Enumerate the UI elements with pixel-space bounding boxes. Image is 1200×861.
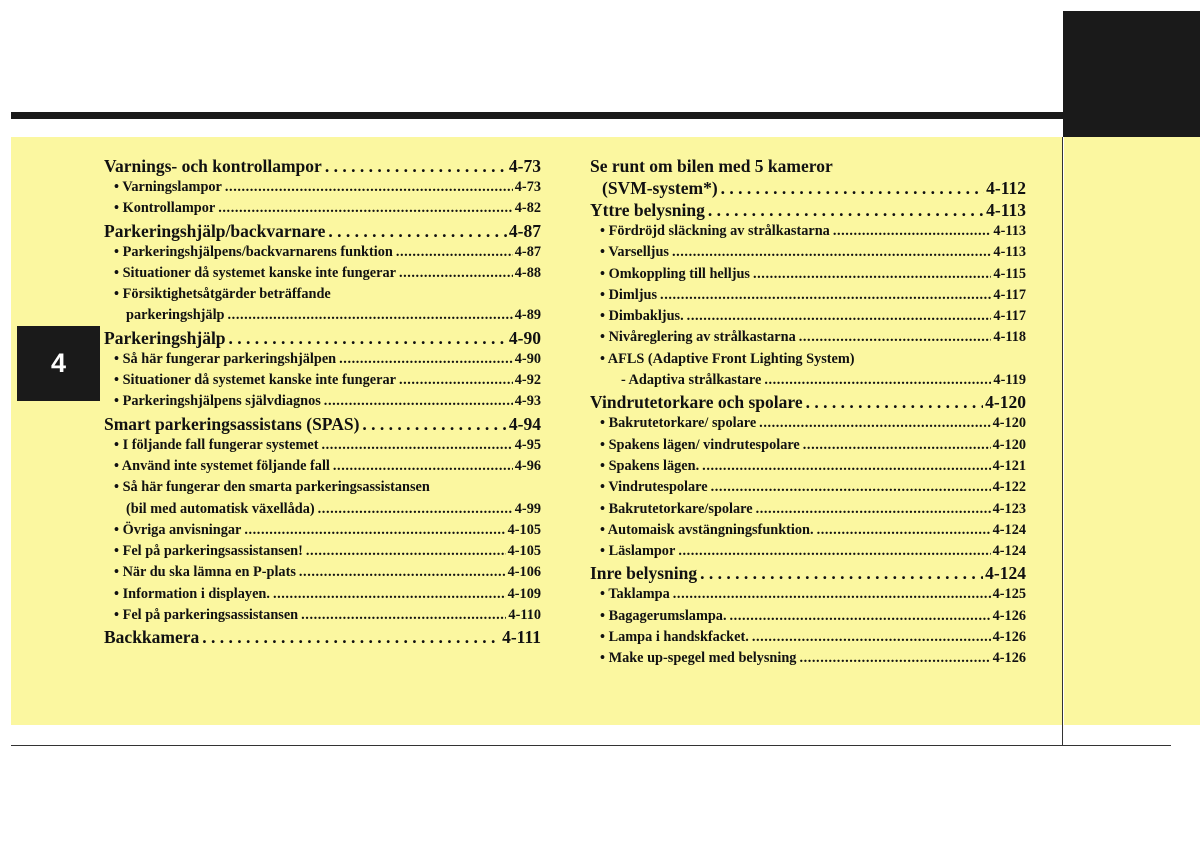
toc-entry-label: • Parkeringshjälpens självdiagnos bbox=[114, 393, 321, 410]
toc-entry-label: • Taklampa bbox=[600, 586, 670, 603]
toc-entry-page: 4-112 bbox=[986, 178, 1026, 198]
dot-leader bbox=[315, 499, 513, 520]
toc-entry[interactable] bbox=[590, 221, 1026, 242]
toc-entry-page: 4-90 bbox=[508, 327, 541, 348]
toc-entry-label: • Nivåreglering av strålkastarna bbox=[600, 329, 796, 346]
toc-entry[interactable] bbox=[104, 220, 541, 242]
toc-entry-page: 4-120 bbox=[992, 415, 1026, 432]
toc-entry[interactable] bbox=[104, 435, 541, 456]
dot-leader bbox=[796, 327, 992, 348]
toc-entry[interactable] bbox=[590, 199, 1026, 221]
dot-leader bbox=[330, 456, 513, 477]
toc-entry-page: 4-106 bbox=[507, 564, 541, 581]
toc-entry-page: 4-120 bbox=[985, 392, 1026, 413]
toc-entry-page: 4-87 bbox=[514, 243, 541, 260]
toc-entry-label: • Bakrutetorkare/ spolare bbox=[600, 415, 757, 432]
toc-entry-page: 4-119 bbox=[993, 372, 1026, 389]
toc-entry[interactable] bbox=[590, 349, 1026, 370]
toc-entry[interactable] bbox=[590, 584, 1026, 605]
toc-entry-label: • Varselljus bbox=[600, 244, 669, 261]
toc-entry-label: • Bakrutetorkare/spolare bbox=[600, 500, 753, 517]
toc-entry-label: (bil med automatisk växellåda) bbox=[126, 500, 315, 517]
toc-entry-page: 4-126 bbox=[992, 650, 1026, 667]
dot-leader bbox=[800, 435, 991, 456]
dot-leader bbox=[675, 541, 990, 562]
toc-entry[interactable] bbox=[104, 499, 541, 520]
dot-leader bbox=[750, 264, 991, 285]
toc-entry[interactable] bbox=[104, 413, 541, 435]
toc-entry-label: - Adaptiva strålkastare bbox=[621, 372, 762, 389]
toc-entry[interactable] bbox=[590, 520, 1026, 541]
toc-entry-label: • Vindrutespolare bbox=[600, 479, 708, 496]
toc-entry[interactable] bbox=[104, 605, 541, 626]
dot-leader bbox=[814, 520, 991, 541]
toc-entry[interactable] bbox=[590, 177, 1026, 199]
toc-entry-label: • Make up-spegel med belysning bbox=[600, 650, 797, 667]
toc-entry[interactable] bbox=[590, 541, 1026, 562]
toc-entry-page: 4-121 bbox=[992, 457, 1026, 474]
toc-entry-label: • Dimbakljus. bbox=[600, 308, 684, 325]
dot-leader bbox=[359, 413, 507, 435]
dot-leader bbox=[222, 177, 513, 198]
toc-entry-page: 4-94 bbox=[508, 413, 541, 434]
toc-entry-label: Backkamera bbox=[104, 627, 200, 648]
toc-entry[interactable] bbox=[590, 370, 1026, 391]
toc-entry[interactable] bbox=[104, 305, 541, 326]
toc-entry[interactable] bbox=[590, 306, 1026, 327]
dot-leader bbox=[727, 606, 991, 627]
toc-entry[interactable] bbox=[590, 499, 1026, 520]
toc-entry-label: Parkeringshjälp bbox=[104, 327, 226, 348]
dot-leader bbox=[749, 627, 991, 648]
toc-entry-label: • Lampa i handskfacket. bbox=[600, 629, 749, 646]
toc-entry-label: • I följande fall fungerar systemet bbox=[114, 436, 319, 453]
toc-entry[interactable] bbox=[104, 349, 541, 370]
dot-leader bbox=[396, 263, 513, 284]
toc-entry-page: 4-113 bbox=[993, 244, 1026, 261]
toc-entry[interactable] bbox=[590, 648, 1026, 669]
toc-entry-page: 4-105 bbox=[507, 521, 541, 538]
toc-entry-page: 4-96 bbox=[514, 457, 541, 474]
dot-leader bbox=[796, 648, 990, 669]
toc-entry[interactable] bbox=[104, 562, 541, 583]
toc-entry-label: Smart parkeringsassistans (SPAS) bbox=[104, 413, 360, 434]
toc-entry[interactable] bbox=[104, 198, 541, 219]
toc-entry-label: • Omkoppling till helljus bbox=[600, 265, 750, 282]
toc-entry[interactable] bbox=[590, 327, 1026, 348]
dot-leader bbox=[708, 477, 991, 498]
toc-entry-page: 4-109 bbox=[507, 585, 541, 602]
dot-leader bbox=[718, 177, 984, 199]
toc-entry-label: parkeringshjälp bbox=[126, 307, 225, 324]
chapter-tab: 4 bbox=[17, 326, 100, 401]
toc-entry-label: • Så här fungerar den smarta parkeringsassistansen bbox=[114, 479, 430, 496]
dot-leader bbox=[697, 562, 983, 584]
dot-leader bbox=[684, 306, 992, 327]
dot-leader bbox=[303, 541, 506, 562]
toc-entry[interactable] bbox=[104, 327, 541, 349]
toc-entry-page: 4-95 bbox=[514, 436, 541, 453]
toc-entry-page: 4-113 bbox=[993, 223, 1026, 239]
toc-entry[interactable] bbox=[590, 155, 1026, 177]
toc-entry[interactable] bbox=[104, 177, 541, 198]
toc-entry-page: 4-113 bbox=[986, 200, 1026, 220]
toc-entry-page: 4-93 bbox=[514, 393, 541, 410]
toc-entry[interactable] bbox=[104, 284, 541, 305]
toc-entry[interactable] bbox=[590, 285, 1026, 306]
toc-entry-page: 4-117 bbox=[993, 286, 1026, 303]
toc-entry[interactable] bbox=[590, 242, 1026, 263]
toc-entry[interactable] bbox=[104, 541, 541, 562]
dot-leader bbox=[241, 520, 505, 541]
toc-entry-page: 4-120 bbox=[992, 436, 1026, 453]
dot-leader bbox=[657, 285, 991, 306]
toc-entry-label: • Försiktighetsåtgärder beträffande bbox=[114, 286, 331, 303]
toc-entry-label: Parkeringshjälp/backvarnare bbox=[104, 220, 326, 241]
dot-leader bbox=[705, 199, 984, 221]
toc-entry-label: • När du ska lämna en P-plats bbox=[114, 564, 296, 581]
dot-leader bbox=[318, 435, 512, 456]
toc-entry-label: • Information i displayen. bbox=[114, 585, 270, 602]
toc-entry-page: 4-115 bbox=[993, 265, 1026, 282]
dot-leader bbox=[669, 242, 991, 263]
toc-entry-page: 4-126 bbox=[992, 607, 1026, 624]
toc-entry[interactable] bbox=[104, 263, 541, 284]
toc-entry-label: • Kontrollampor bbox=[114, 200, 216, 217]
toc-entry-label: • Automaisk avstängningsfunktion. bbox=[600, 521, 814, 538]
toc-entry-label: • Varningslampor bbox=[114, 179, 222, 195]
toc-entry[interactable] bbox=[104, 626, 541, 648]
toc-entry-label: • Fördröjd släckning av strålkastarna bbox=[600, 223, 830, 239]
toc-entry-page: 4-89 bbox=[514, 307, 541, 324]
dot-leader bbox=[670, 584, 991, 605]
toc-entry[interactable] bbox=[590, 413, 1026, 434]
toc-entry-page: 4-118 bbox=[993, 329, 1026, 346]
toc-entry-label: • AFLS (Adaptive Front Lighting System) bbox=[600, 350, 855, 367]
toc-entry-page: 4-124 bbox=[985, 563, 1026, 584]
toc-entry-label: • Spakens lägen. bbox=[600, 457, 700, 474]
toc-entry-label: • Använd inte systemet följande fall bbox=[114, 457, 330, 474]
toc-entry-page: 4-124 bbox=[992, 543, 1026, 560]
toc-entry-page: 4-122 bbox=[992, 479, 1026, 496]
toc-entry[interactable] bbox=[104, 584, 541, 605]
toc-entry[interactable] bbox=[590, 562, 1026, 584]
toc-entry-label: • Situationer då systemet kanske inte fungerar bbox=[114, 264, 396, 281]
toc-entry-label: Se runt om bilen med 5 kameror bbox=[590, 156, 833, 176]
toc-entry-page: 4-73 bbox=[508, 156, 541, 176]
toc-entry-label: • Bagagerumslampa. bbox=[600, 607, 727, 624]
toc-entry[interactable] bbox=[590, 391, 1026, 413]
toc-entry[interactable] bbox=[104, 391, 541, 412]
dot-leader bbox=[215, 198, 513, 219]
toc-entry-page: 4-87 bbox=[508, 220, 541, 241]
dot-leader bbox=[325, 220, 507, 242]
dot-leader bbox=[298, 605, 506, 626]
dot-leader bbox=[199, 626, 500, 648]
toc-entry-page: 4-73 bbox=[514, 179, 541, 195]
toc-entry[interactable] bbox=[104, 242, 541, 263]
dot-leader bbox=[761, 370, 991, 391]
toc-entry-page: 4-124 bbox=[992, 521, 1026, 538]
dot-leader bbox=[296, 562, 506, 583]
toc-entry-page: 4-126 bbox=[992, 629, 1026, 646]
toc-entry-page: 4-110 bbox=[508, 607, 541, 624]
dot-leader bbox=[699, 456, 990, 477]
toc-column-left bbox=[104, 155, 541, 648]
dot-leader bbox=[225, 305, 513, 326]
toc-entry-page: 4-92 bbox=[514, 372, 541, 389]
toc-entry-label: • Parkeringshjälpens/backvarnarens funktion bbox=[114, 243, 393, 260]
toc-entry-label: • Läslampor bbox=[600, 543, 676, 560]
dot-leader bbox=[321, 391, 513, 412]
toc-entry-label: • Situationer då systemet kanske inte fungerar bbox=[114, 372, 396, 389]
toc-entry[interactable] bbox=[590, 477, 1026, 498]
footer-rule bbox=[11, 745, 1171, 746]
toc-entry[interactable] bbox=[590, 435, 1026, 456]
toc-entry-label: Inre belysning bbox=[590, 563, 698, 584]
toc-entry-label: • Dimljus bbox=[600, 286, 658, 303]
toc-entry[interactable] bbox=[104, 477, 541, 498]
dot-leader bbox=[393, 242, 513, 263]
margin-divider bbox=[1062, 137, 1063, 746]
toc-entry-page: 4-105 bbox=[507, 543, 541, 560]
toc-entry-label: • Spakens lägen/ vindrutespolare bbox=[600, 436, 800, 453]
toc-entry[interactable] bbox=[104, 456, 541, 477]
toc-entry-page: 4-82 bbox=[514, 200, 541, 217]
toc-entry-label: Varnings- och kontrollampor bbox=[104, 156, 322, 176]
toc-entry-label: • Fel på parkeringsassistansen bbox=[114, 607, 299, 624]
dot-leader bbox=[396, 370, 513, 391]
toc-entry-page: 4-88 bbox=[514, 264, 541, 281]
toc-entry[interactable] bbox=[590, 264, 1026, 285]
header-rule bbox=[11, 112, 1200, 119]
toc-entry-label: (SVM-system*) bbox=[602, 178, 718, 198]
dot-leader bbox=[756, 413, 990, 434]
toc-entry-label: Vindrutetorkare och spolare bbox=[590, 392, 803, 413]
toc-entry-label: • Så här fungerar parkeringshjälpen bbox=[114, 350, 337, 367]
dot-leader bbox=[830, 221, 992, 242]
toc-entry[interactable] bbox=[590, 606, 1026, 627]
dot-leader bbox=[270, 584, 506, 605]
toc-entry[interactable] bbox=[590, 627, 1026, 648]
dot-leader bbox=[753, 499, 991, 520]
dot-leader bbox=[322, 155, 507, 177]
dot-leader bbox=[803, 391, 984, 413]
margin-strip bbox=[1064, 137, 1200, 725]
toc-entry[interactable] bbox=[590, 456, 1026, 477]
toc-entry-page: 4-125 bbox=[992, 586, 1026, 603]
toc-entry-page: 4-99 bbox=[514, 500, 541, 517]
toc-entry-page: 4-123 bbox=[992, 500, 1026, 517]
dot-leader bbox=[226, 327, 507, 349]
toc-entry-label: Yttre belysning bbox=[590, 200, 705, 220]
toc-entry-page: 4-117 bbox=[993, 308, 1026, 325]
toc-entry-label: • Fel på parkeringsassistansen! bbox=[114, 543, 303, 560]
toc-entry[interactable] bbox=[104, 520, 541, 541]
toc-entry[interactable] bbox=[104, 155, 541, 177]
toc-entry-page: 4-111 bbox=[502, 627, 541, 648]
toc-column-right bbox=[590, 155, 1026, 670]
toc-entry-label: • Övriga anvisningar bbox=[114, 521, 242, 538]
toc-entry[interactable] bbox=[104, 370, 541, 391]
dot-leader bbox=[336, 349, 513, 370]
toc-entry-page: 4-90 bbox=[514, 350, 541, 367]
